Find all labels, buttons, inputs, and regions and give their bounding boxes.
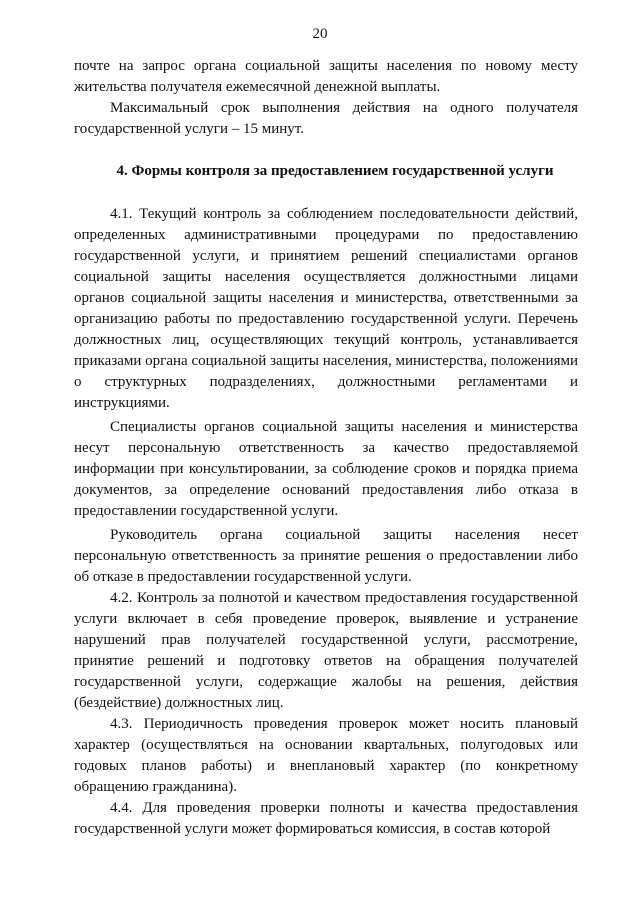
paragraph-4-1: 4.1. Текущий контроль за соблюдением последовательности действий, определенных административными процедурами по предоставлению государственной услуги, и принятием решений специалистами органов социальной защиты населения осуществляется должностными лицами органов социальной защиты населения и министерства, ответственными за организацию работы по предоставлению государственной услуги. Перечень должностных лиц, осуществляющих текущий контроль, устанавливается приказами органа социальной защиты населения, министерства, положениями о структурных подразделениях, должностными регламентами и инструкциями. <box>74 206 578 411</box>
paragraph-4-2: 4.2. Контроль за полнотой и качеством предоставления государственной услуги включает в себя проведение проверок, выявление и устранение нарушений прав получателей государственной услуги, рассмотрение, принятие решений и подготовку ответов на обращения получателей государственной услуги, содержащие жалобы на решения, действия (бездействие) должностных лиц. <box>74 590 578 711</box>
section-heading: 4. Формы контроля за предоставлением государственной услуги <box>116 163 554 179</box>
page-number: 20 <box>312 26 328 42</box>
paragraph-4-3: 4.3. Периодичность проведения проверок может носить плановый характер (осуществляться на основании квартальных, полугодовых или годовых планов работы) и внеплановый характер (по конкретному обращению гражданина). <box>74 716 578 795</box>
paragraph-continuation: почте на запрос органа социальной защиты населения по новому месту жительства получателя ежемесячной денежной выплаты. <box>74 58 578 95</box>
paragraph-specialists: Специалисты органов социальной защиты населения и министерства несут персональную ответственность за качество предоставляемой информации при консультировании, за соблюдение сроков и порядка приема документов, за определение оснований предоставления либо отказа в предоставлении государственной услуги. <box>74 419 578 519</box>
paragraph-max-time: Максимальный срок выполнения действия на одного получателя государственной услуги – 15 минут. <box>74 100 578 137</box>
document-body <box>74 56 578 840</box>
paragraph-4-4: 4.4. Для проведения проверки полноты и качества предоставления государственной услуги может формироваться комиссия, в состав которой <box>74 800 578 837</box>
paragraph-head-responsibility: Руководитель органа социальной защиты населения несет персональную ответственность за принятие решения о предоставлении либо об отказе в предоставлении государственной услуги. <box>74 527 578 585</box>
